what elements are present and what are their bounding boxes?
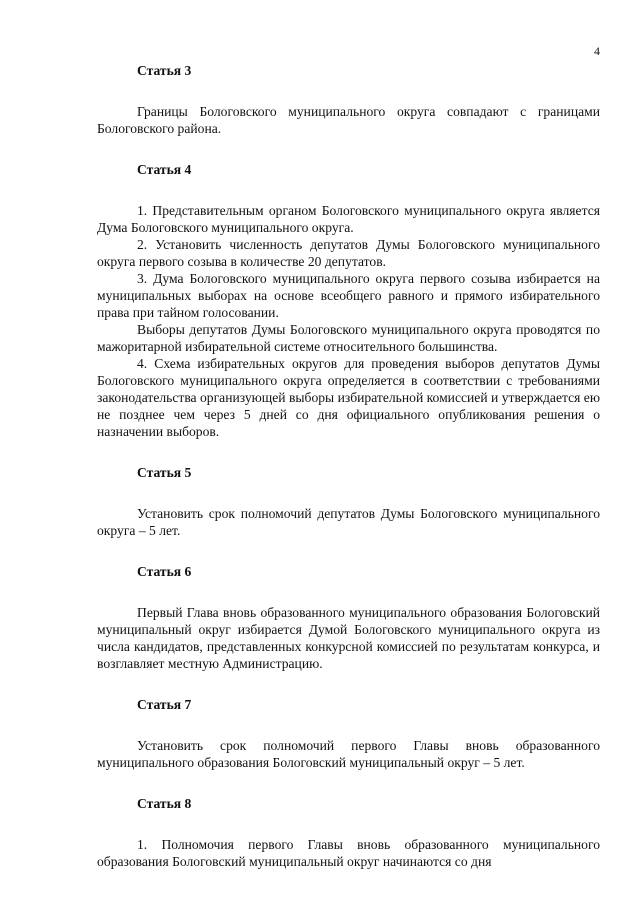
article-title: Статья 8	[137, 796, 192, 811]
article-3	[97, 62, 600, 137]
article-title: Статья 5	[137, 465, 192, 480]
article-paragraph: 3. Дума Бологовского муниципального округа первого созыва избирается на муниципальных выборах на основе всеобщего равного и прямого избирательного права при тайном голосовании.	[97, 271, 600, 320]
article-paragraph: 1. Представительным органом Бологовского муниципального округа является Дума Бологовского муниципального округа.	[97, 203, 600, 235]
article-title: Статья 3	[137, 63, 192, 78]
article-paragraph: 4. Схема избирательных округов для проведения выборов депутатов Думы Бологовского муниципального округа определяется в соответствии с требованиями законодательства организующей выборы избирательной комиссией и утверждается ею не позднее чем через 5 дней со дня официального опубликования решения о назначении выборов.	[97, 356, 600, 439]
article-paragraph: Первый Глава вновь образованного муниципального образования Бологовский муниципальный округ избирается Думой Бологовского муниципального округа из числа кандидатов, представленных конкурсной комиссией по результатам конкурса, и возглавляет местную Администрацию.	[97, 605, 600, 671]
article-8	[97, 795, 600, 870]
article-paragraph: Границы Бологовского муниципального округа совпадают с границами Бологовского района.	[97, 104, 600, 136]
article-title: Статья 4	[137, 162, 192, 177]
document-body	[97, 62, 600, 894]
article-4	[97, 161, 600, 440]
article-6	[97, 563, 600, 672]
article-5	[97, 464, 600, 539]
article-paragraph: Выборы депутатов Думы Бологовского муниципального округа проводятся по мажоритарной избирательной системе относительного большинства.	[97, 322, 600, 354]
article-paragraph: Установить срок полномочий первого Главы вновь образованного муниципального образования Бологовский муниципальный округ – 5 лет.	[97, 738, 600, 770]
article-paragraph: 2. Установить численность депутатов Думы Бологовского муниципального округа первого созыва в количестве 20 депутатов.	[97, 237, 600, 269]
article-title: Статья 7	[137, 697, 192, 712]
page-number: 4	[594, 44, 600, 58]
article-7	[97, 696, 600, 771]
article-paragraph: Установить срок полномочий депутатов Думы Бологовского муниципального округа – 5 лет.	[97, 506, 600, 538]
article-title: Статья 6	[137, 564, 192, 579]
article-paragraph: 1. Полномочия первого Главы вновь образованного муниципального образования Бологовский муниципальный округ начинаются со дня	[97, 837, 600, 869]
